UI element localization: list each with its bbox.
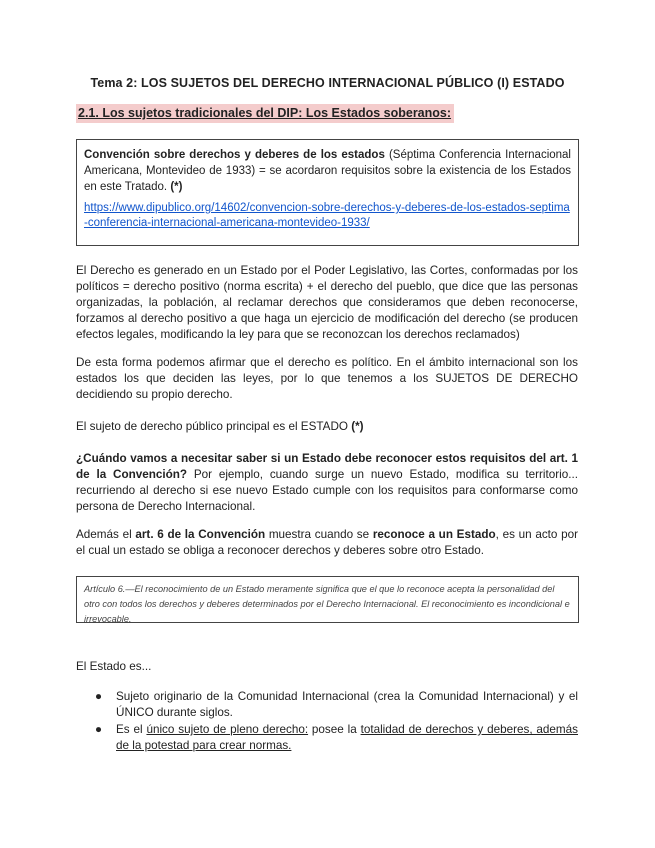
list-item-text: Es el [116,723,147,736]
convention-link[interactable]: https://www.dipublico.org/14602/convencion-sobre-derechos-y-deberes-de-los-estados-septima-conferencia-internacional-americana-montevideo-1933/ [84,202,570,229]
page-title: Tema 2: LOS SUJETOS DEL DERECHO INTERNACIONAL PÚBLICO (I) ESTADO [90,76,565,90]
bullet-icon: ● [95,690,103,703]
section-heading: 2.1. Los sujetos tradicionales del DIP: Los Estados soberanos: [76,104,454,123]
requisitos-question: ¿Cuándo vamos a necesitar saber si un Estado debe reconocer estos requisitos del art. 1 de la Convención? [76,452,578,481]
paragraph-derecho: El Derecho es generado en un Estado por el Poder Legislativo, las Cortes, conformadas por los políticos = derecho positivo (norma escrita) + el derecho del pueblo, que dice que las personas organizadas, la población, al reclamar derechos que consideramos que deben reconocerse, forzamos al derecho positivo a que haga un ejercicio de modificación del derecho (se producen efectos legales, modificando la ley para que se reconozcan los derechos reclamados) [76,264,578,341]
list-item-underlined: totalidad de derechos y deberes, además de la potestad para crear normas. [116,723,579,752]
convention-description: (Séptima Conferencia Internacional Americana, Montevideo de 1933) = se acordaron requisitos sobre la existencia de los Estados en este Tratado. [84,149,571,193]
paragraph-sujeto-principal [76,419,578,435]
list-item [76,722,578,753]
art6-text-1: Además el [76,528,136,541]
list-item [76,689,578,720]
sujeto-principal-text: El sujeto de derecho público principal es el ESTADO [76,420,352,433]
sujeto-principal-mark: (*) [351,420,364,433]
paragraph-requisitos [76,451,578,515]
requisitos-text: Por ejemplo, cuando surge un nuevo Estado, modifica su territorio... recurriendo al derecho si ese nuevo Estado cumple con los requisitos para conformarse como persona de Derecho Internacional. [76,468,578,513]
convention-box [76,139,579,246]
list-item-text: Sujeto originario de la Comunidad Internacional (crea la Comunidad Internacional) y el ÚNICO durante siglos. [116,690,578,719]
paragraph-art6 [76,527,578,559]
bullet-icon: ● [95,723,103,736]
art6-text-2: muestra cuando se [265,528,373,541]
paragraph-politico: De esta forma podemos afirmar que el derecho es político. En el ámbito internacional son los estados los que deciden las leyes, por lo que tenemos a los SUJETOS DE DERECHO decidiendo su propio derecho. [76,356,578,401]
art6-bold-2: reconoce a un Estado [372,528,496,541]
convention-title: Convención sobre derechos y deberes de los estados [84,149,385,161]
article-6-quote-box: Artículo 6.—El reconocimiento de un Estado meramente significa que el que lo reconoce acepta la personalidad del otro con todos los derechos y deberes determinados por el Derecho Internacional. El reconocimiento es incondicional e irrevocable. [76,576,579,623]
art6-text-3: , es un acto por el cual un estado se obliga a reconocer derechos y deberes sobre otro Estado. [76,528,579,557]
convention-mark: (*) [170,181,183,193]
art6-bold-1: art. 6 de la Convención [135,528,266,541]
list-item-text: posee la [308,723,361,736]
estado-characteristics-list [76,689,578,755]
paragraph-estado-es: El Estado es... [76,660,152,673]
list-item-underlined: único sujeto de pleno derecho: [146,723,309,736]
